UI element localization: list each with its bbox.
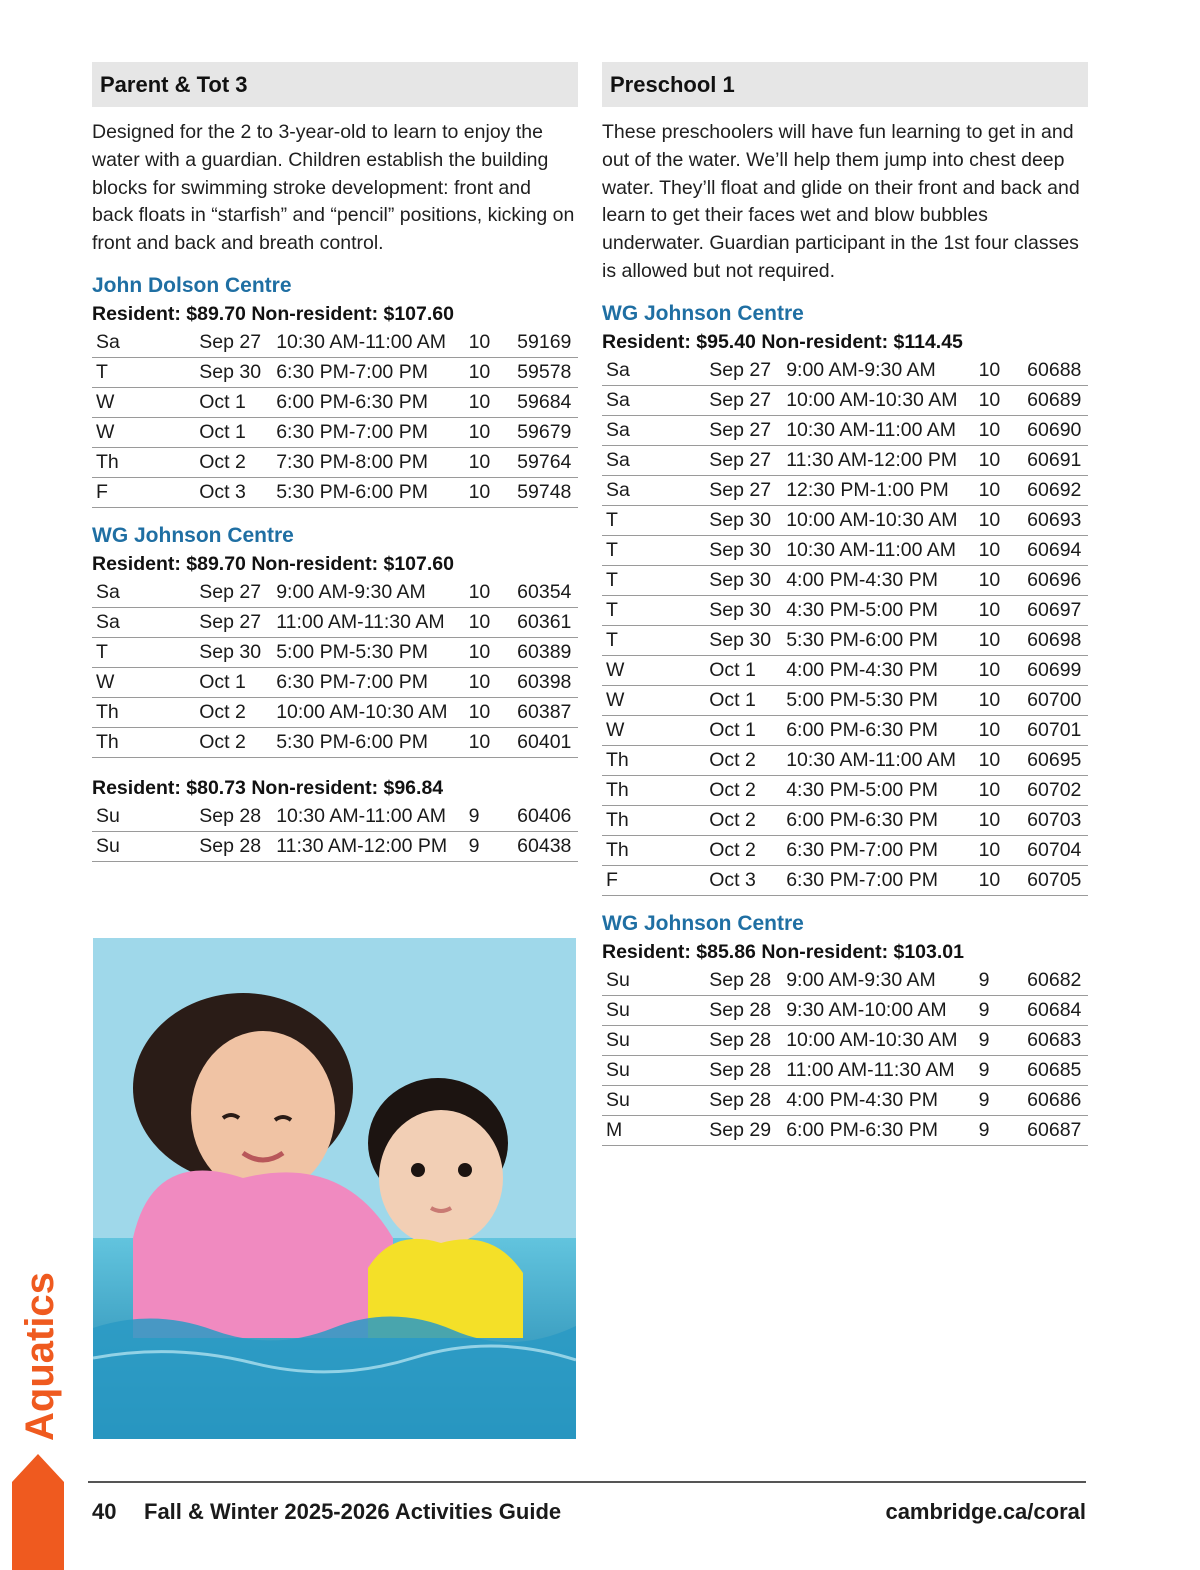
date-cell: Sep 30 [705,535,782,565]
day-cell: W [92,387,195,417]
course-code-cell: 60387 [513,697,578,727]
classes-cell: 10 [465,607,514,637]
classes-cell: 10 [465,447,514,477]
schedule-block [602,300,1088,896]
schedule-row [92,667,578,697]
time-cell: 9:00 AM-9:30 AM [782,966,974,996]
classes-cell: 9 [975,995,1024,1025]
day-cell: T [92,637,195,667]
price-line: Resident: $95.40 Non-resident: $114.45 [602,330,963,353]
time-cell: 9:00 AM-9:30 AM [272,578,464,608]
schedule-row [92,802,578,832]
date-cell: Sep 28 [705,995,782,1025]
course-code-cell: 60701 [1023,715,1088,745]
schedule-row [602,655,1088,685]
day-cell: Sa [92,607,195,637]
time-cell: 12:30 PM-1:00 PM [782,475,974,505]
schedule-row [602,966,1088,996]
classes-cell: 10 [975,715,1024,745]
classes-cell: 10 [975,655,1024,685]
course-code-cell: 59684 [513,387,578,417]
classes-cell: 10 [975,505,1024,535]
classes-cell: 10 [975,805,1024,835]
schedule-block [92,272,578,508]
time-cell: 9:00 AM-9:30 AM [782,356,974,386]
classes-cell: 10 [975,865,1024,895]
pool-photo-illustration [93,938,576,1439]
classes-cell: 9 [465,802,514,832]
classes-cell: 10 [465,637,514,667]
day-cell: Th [602,805,705,835]
date-cell: Oct 2 [195,697,272,727]
day-cell: F [602,865,705,895]
venue-name: WG Johnson Centre [92,523,294,547]
page-number: 40 [92,1499,117,1524]
day-cell: Su [602,995,705,1025]
classes-cell: 10 [975,835,1024,865]
course-code-cell: 59748 [513,477,578,507]
day-cell: Th [602,745,705,775]
day-cell: Su [602,1025,705,1055]
schedule-row [92,727,578,757]
date-cell: Oct 2 [705,775,782,805]
time-cell: 6:30 PM-7:00 PM [782,835,974,865]
date-cell: Oct 1 [705,715,782,745]
schedule-row [602,356,1088,386]
day-cell: Th [92,697,195,727]
price-line: Resident: $80.73 Non-resident: $96.84 [92,776,444,799]
classes-cell: 9 [975,1055,1024,1085]
date-cell: Sep 27 [705,475,782,505]
day-cell: T [92,357,195,387]
price-line: Resident: $85.86 Non-resident: $103.01 [602,940,964,963]
course-code-cell: 60401 [513,727,578,757]
classes-cell: 10 [975,535,1024,565]
date-cell: Sep 27 [705,415,782,445]
day-cell: Sa [602,415,705,445]
course-code-cell: 60698 [1023,625,1088,655]
date-cell: Oct 2 [705,745,782,775]
schedule-row [602,1115,1088,1145]
date-cell: Sep 27 [195,607,272,637]
course-code-cell: 59764 [513,447,578,477]
course-code-cell: 60354 [513,578,578,608]
course-code-cell: 60697 [1023,595,1088,625]
date-cell: Oct 2 [195,447,272,477]
day-cell: Sa [92,328,195,358]
course-code-cell: 60406 [513,802,578,832]
venue-name: WG Johnson Centre [602,911,804,935]
course-code-cell: 59578 [513,357,578,387]
day-cell: Th [92,447,195,477]
course-code-cell: 60688 [1023,356,1088,386]
schedule-row [92,447,578,477]
schedule-row [92,387,578,417]
time-cell: 10:00 AM-10:30 AM [272,697,464,727]
section-heading: Preschool 1 [602,62,1088,107]
classes-cell: 10 [465,357,514,387]
schedule-table [602,356,1088,896]
time-cell: 11:30 AM-12:00 PM [272,831,464,861]
time-cell: 4:30 PM-5:00 PM [782,775,974,805]
time-cell: 9:30 AM-10:00 AM [782,995,974,1025]
time-cell: 4:00 PM-4:30 PM [782,655,974,685]
footer [92,1496,1086,1528]
classes-cell: 10 [465,328,514,358]
schedule-row [602,1025,1088,1055]
schedule-row [602,995,1088,1025]
date-cell: Sep 30 [705,625,782,655]
course-code-cell: 60695 [1023,745,1088,775]
schedule-row [602,1055,1088,1085]
classes-cell: 10 [975,565,1024,595]
classes-cell: 10 [465,667,514,697]
preschool-1-section [602,62,1088,1146]
day-cell: T [602,565,705,595]
footer-divider [88,1481,1086,1483]
course-code-cell: 59679 [513,417,578,447]
time-cell: 4:00 PM-4:30 PM [782,565,974,595]
schedule-row [92,697,578,727]
schedule-table [92,802,578,862]
schedule-table [602,966,1088,1146]
day-cell: W [602,655,705,685]
course-code-cell: 60683 [1023,1025,1088,1055]
day-cell: T [602,625,705,655]
classes-cell: 10 [465,697,514,727]
time-cell: 10:30 AM-11:00 AM [782,535,974,565]
date-cell: Oct 3 [705,865,782,895]
schedule-row [92,477,578,507]
day-cell: Su [602,966,705,996]
schedule-row [602,625,1088,655]
venue-name: John Dolson Centre [92,273,292,297]
course-code-cell: 60686 [1023,1085,1088,1115]
date-cell: Sep 27 [195,578,272,608]
classes-cell: 10 [975,625,1024,655]
schedule-row [602,565,1088,595]
day-cell: T [602,595,705,625]
date-cell: Sep 29 [705,1115,782,1145]
course-code-cell: 59169 [513,328,578,358]
date-cell: Sep 28 [705,966,782,996]
schedule-row [92,578,578,608]
classes-cell: 10 [975,415,1024,445]
classes-cell: 10 [975,445,1024,475]
schedule-row [92,328,578,358]
date-cell: Oct 1 [195,387,272,417]
course-code-cell: 60398 [513,667,578,697]
time-cell: 10:00 AM-10:30 AM [782,385,974,415]
course-code-cell: 60687 [1023,1115,1088,1145]
day-cell: Th [602,775,705,805]
date-cell: Sep 28 [195,831,272,861]
date-cell: Sep 30 [195,637,272,667]
day-cell: Sa [602,356,705,386]
time-cell: 10:30 AM-11:00 AM [272,802,464,832]
course-code-cell: 60684 [1023,995,1088,1025]
time-cell: 4:00 PM-4:30 PM [782,1085,974,1115]
day-cell: M [602,1115,705,1145]
date-cell: Sep 27 [705,385,782,415]
course-code-cell: 60703 [1023,805,1088,835]
date-cell: Sep 28 [705,1055,782,1085]
time-cell: 6:00 PM-6:30 PM [782,1115,974,1145]
course-code-cell: 60361 [513,607,578,637]
schedule-row [602,415,1088,445]
day-cell: T [602,535,705,565]
classes-cell: 10 [975,595,1024,625]
schedule-row [92,607,578,637]
schedule-row [602,475,1088,505]
schedule-block [602,910,1088,1146]
date-cell: Oct 1 [705,655,782,685]
schedule-row [602,805,1088,835]
day-cell: W [602,715,705,745]
schedule-row [602,745,1088,775]
classes-cell: 10 [465,727,514,757]
classes-cell: 10 [465,477,514,507]
schedule-row [602,595,1088,625]
time-cell: 6:30 PM-7:00 PM [272,417,464,447]
day-cell: Sa [602,385,705,415]
time-cell: 11:30 AM-12:00 PM [782,445,974,475]
time-cell: 6:30 PM-7:00 PM [782,865,974,895]
time-cell: 5:30 PM-6:00 PM [272,727,464,757]
classes-cell: 9 [975,1085,1024,1115]
classes-cell: 10 [975,745,1024,775]
course-code-cell: 60705 [1023,865,1088,895]
schedule-table [92,328,578,508]
date-cell: Oct 2 [705,835,782,865]
time-cell: 6:00 PM-6:30 PM [782,715,974,745]
classes-cell: 10 [975,385,1024,415]
time-cell: 10:30 AM-11:00 AM [272,328,464,358]
schedule-table [92,578,578,758]
parent-tot-3-section [92,62,578,862]
course-code-cell: 60699 [1023,655,1088,685]
schedule-row [602,385,1088,415]
day-cell: Su [92,831,195,861]
schedule-block [92,522,578,758]
date-cell: Sep 28 [705,1085,782,1115]
date-cell: Sep 27 [705,356,782,386]
price-line: Resident: $89.70 Non-resident: $107.60 [92,552,454,575]
schedule-row [602,865,1088,895]
classes-cell: 10 [465,387,514,417]
schedule-row [602,715,1088,745]
side-tab-label: Aquatics [18,1272,62,1442]
time-cell: 10:30 AM-11:00 AM [782,745,974,775]
day-cell: W [602,685,705,715]
time-cell: 5:00 PM-5:30 PM [272,637,464,667]
schedule-row [92,417,578,447]
date-cell: Sep 30 [705,505,782,535]
time-cell: 6:00 PM-6:30 PM [782,805,974,835]
schedule-row [602,835,1088,865]
time-cell: 6:30 PM-7:00 PM [272,667,464,697]
course-code-cell: 60702 [1023,775,1088,805]
day-cell: Sa [602,475,705,505]
time-cell: 11:00 AM-11:30 AM [272,607,464,637]
time-cell: 5:00 PM-5:30 PM [782,685,974,715]
date-cell: Oct 2 [195,727,272,757]
day-cell: Th [602,835,705,865]
day-cell: F [92,477,195,507]
date-cell: Oct 1 [195,667,272,697]
course-code-cell: 60690 [1023,415,1088,445]
venue-name: WG Johnson Centre [602,301,804,325]
course-code-cell: 60438 [513,831,578,861]
schedule-row [602,445,1088,475]
course-code-cell: 60696 [1023,565,1088,595]
schedule-row [602,685,1088,715]
schedule-row [602,775,1088,805]
course-code-cell: 60704 [1023,835,1088,865]
schedule-row [602,505,1088,535]
time-cell: 4:30 PM-5:00 PM [782,595,974,625]
date-cell: Oct 2 [705,805,782,835]
classes-cell: 9 [975,1115,1024,1145]
day-cell: Sa [92,578,195,608]
day-cell: Th [92,727,195,757]
schedule-row [602,1085,1088,1115]
time-cell: 11:00 AM-11:30 AM [782,1055,974,1085]
course-code-cell: 60685 [1023,1055,1088,1085]
classes-cell: 10 [465,578,514,608]
time-cell: 10:00 AM-10:30 AM [782,1025,974,1055]
schedule-row [92,831,578,861]
date-cell: Sep 30 [195,357,272,387]
course-code-cell: 60689 [1023,385,1088,415]
guide-title: Fall & Winter 2025-2026 Activities Guide [144,1499,562,1524]
section-description: Designed for the 2 to 3-year-old to learn to enjoy the water with a guardian. Children establish the building blocks for swimming stroke development: front and back floats in “starfish” and “pencil” positions, kicking on front and back and breath control. [92,121,575,255]
schedule-row [92,357,578,387]
course-code-cell: 60693 [1023,505,1088,535]
schedule-row [92,637,578,667]
day-cell: Su [92,802,195,832]
time-cell: 5:30 PM-6:00 PM [782,625,974,655]
day-cell: Su [602,1055,705,1085]
classes-cell: 10 [975,775,1024,805]
classes-cell: 9 [975,1025,1024,1055]
classes-cell: 10 [975,475,1024,505]
price-line: Resident: $89.70 Non-resident: $107.60 [92,302,454,325]
course-code-cell: 60389 [513,637,578,667]
course-code-cell: 60682 [1023,966,1088,996]
date-cell: Oct 3 [195,477,272,507]
schedule-row [602,535,1088,565]
classes-cell: 9 [465,831,514,861]
date-cell: Sep 30 [705,565,782,595]
time-cell: 7:30 PM-8:00 PM [272,447,464,477]
classes-cell: 10 [975,356,1024,386]
day-cell: W [92,667,195,697]
date-cell: Oct 1 [705,685,782,715]
time-cell: 6:30 PM-7:00 PM [272,357,464,387]
date-cell: Sep 28 [705,1025,782,1055]
time-cell: 5:30 PM-6:00 PM [272,477,464,507]
pool-photo [93,938,576,1439]
course-code-cell: 60691 [1023,445,1088,475]
time-cell: 10:00 AM-10:30 AM [782,505,974,535]
classes-cell: 9 [975,966,1024,996]
schedule-block [92,774,578,862]
classes-cell: 10 [975,685,1024,715]
footer-url[interactable]: cambridge.ca/coral [885,1499,1086,1524]
course-code-cell: 60692 [1023,475,1088,505]
time-cell: 10:30 AM-11:00 AM [782,415,974,445]
day-cell: W [92,417,195,447]
section-description: These preschoolers will have fun learning to get in and out of the water. We’ll help them jump into chest deep water. They’ll float and glide on their front and back and learn to get their faces wet and blow bubbles underwater. Guardian participant in the 1st four classes is allowed but not required. [602,121,1080,282]
date-cell: Sep 28 [195,802,272,832]
day-cell: Sa [602,445,705,475]
date-cell: Oct 1 [195,417,272,447]
course-code-cell: 60694 [1023,535,1088,565]
day-cell: T [602,505,705,535]
classes-cell: 10 [465,417,514,447]
date-cell: Sep 27 [195,328,272,358]
day-cell: Su [602,1085,705,1115]
time-cell: 6:00 PM-6:30 PM [272,387,464,417]
section-heading: Parent & Tot 3 [92,62,578,107]
date-cell: Sep 27 [705,445,782,475]
course-code-cell: 60700 [1023,685,1088,715]
date-cell: Sep 30 [705,595,782,625]
